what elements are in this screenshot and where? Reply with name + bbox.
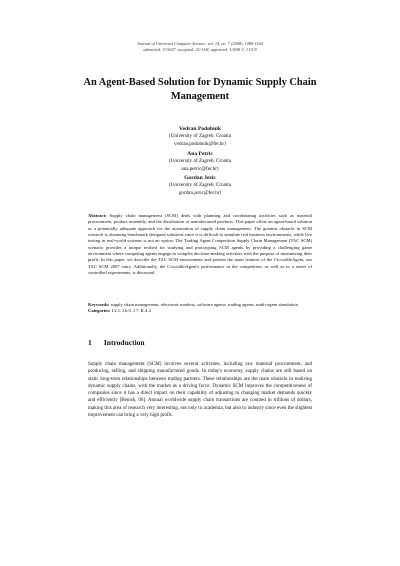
intro-paragraph: Supply chain management (SCM) involves several activities, including raw material procurement, and producing, selling, and shipping manufactured goods. In today's economy, supply chains are still based on static long-term relationships between trading partners. These relationships are the main obstacle in realising dynamic supply chains, with the market as a driving force. Dynamic SCM improves the competitiveness of companies since it has a direct impact on their capability of adjusting to changing market demands quickly and efficiently [Benish, 06]. Annual worldwide supply chain transactions are counted in trillions of dollars, making this area of research very interesting, not only to academia, but also to industry since even the slightest improvement can bring a very high profit. [88,361,312,418]
keywords-block [88,302,312,315]
abstract-text: Supply chain management (SCM) deals with planning and coordinating activities such as material procurement, product assembly, and the distribution of manufactured products. This paper offers an agent-based solution as a potentially adequate approach for the automation of supply chain management. The greatest obstacle in SCM research is obtaining benchmark designed solutions since it is difficult to simulate real business environments, while live testing in real-world systems is not an option. The Trading Agent Competition Supply Chain Management (TAC SCM) scenario provides a unique testbed for studying and prototyping SCM agents by providing a challenging game environment where competing agents engage in complex decision-making activities with the purpose of maximizing their profit. In this paper, we describe the TAC SCM environment and present the main features of the CrocodileAgent, our TAC SCM 2007 entry. Additionally, the CrocodileAgent's performance in the competition, as well as in a series of controlled experiments, is discussed. [88,213,312,276]
abstract [88,213,312,276]
author-affiliation: (University of Zagreb, Croatia [169,158,231,165]
title-line-2: Management [170,91,230,102]
author-block [0,126,400,148]
journal-header [0,41,400,53]
author-affiliation: (University of Zagreb, Croatia [169,133,231,140]
submission-dates: submitted: 3/10/07, accepted: 21/1/08, appeared: 1/4/08 © J.UCS [143,47,257,52]
paper-title [80,76,320,104]
categories-text: I.2.1, I.6.0, J.7, K.4.4 [111,308,151,314]
author-affiliation: (University of Zagreb, Croatia [169,182,231,189]
author-block [0,175,400,197]
journal-citation: Journal of Universal Computer Science, vol. 14, no. 7 (2008), 1080-1104 [137,41,263,46]
section-title: Introduction [103,338,145,347]
author-name: Vedran Podobnik [179,126,221,132]
author-block [0,151,400,173]
author-email: gordan.jezic@fer.hr) [178,189,222,196]
author-email: ana.petric@fer.hr) [181,165,219,172]
section-number: 1 [88,338,92,347]
keywords-label: Keywords: [88,302,110,307]
keywords-text: supply chain management, electronic markets, software agents, trading agents, multi-agent simulation [110,302,298,307]
author-email: vedran.podobnik@fer.hr) [174,140,226,147]
author-name: Gordan Jezic [184,175,216,181]
author-name: Ana Petric [187,151,213,157]
section-heading [88,338,145,348]
abstract-label: Abstract: [88,213,107,218]
title-line-1: An Agent-Based Solution for Dynamic Supply Chain [83,77,317,88]
categories-label: Categories: [88,308,111,314]
